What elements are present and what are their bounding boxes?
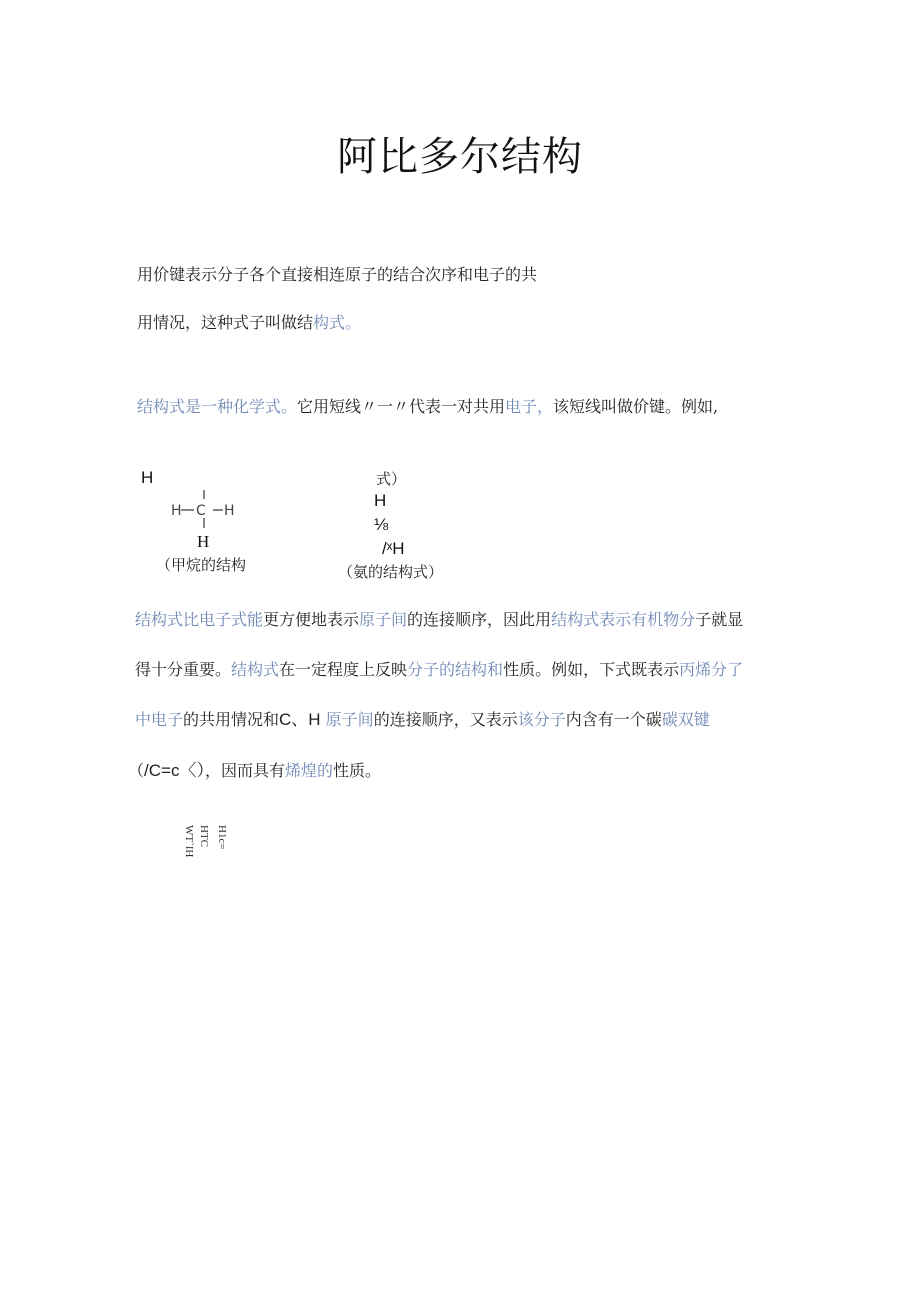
para3-l3-s3[interactable]: 原子间 xyxy=(320,710,374,729)
para3-l1-s2[interactable]: 原子间 xyxy=(359,610,408,629)
propene-figure-col2: HTC xyxy=(198,825,210,847)
para3-l3-s6: 内含有一个碳 xyxy=(565,710,662,729)
para2-line xyxy=(137,397,718,417)
structure-formula-def-link[interactable]: 结构式是一种化学式。 xyxy=(137,397,298,416)
propene-figure-col1: H1c= xyxy=(216,825,228,850)
para3-l3-s2: C、H xyxy=(279,710,321,729)
para3-line2 xyxy=(135,660,743,680)
structure-formula-link[interactable]: 构式。 xyxy=(313,313,362,332)
para3-l3-s7[interactable]: 碳双键 xyxy=(661,710,710,729)
methane-bottom-h: H xyxy=(197,532,210,551)
para3-l1-s5: 子就显 xyxy=(695,610,744,629)
para3-l4-s0: （ xyxy=(128,761,145,780)
para3-l3-s5[interactable]: 该分子 xyxy=(517,710,566,729)
para3-l4-s2: ，因而具有 xyxy=(204,761,285,780)
para1-line2-text: 用情况，这种式子叫做结 xyxy=(137,313,314,332)
para3-l1-s0[interactable]: 结构式比电子式能 xyxy=(135,610,264,629)
methane-caption: （甲烷的结构 xyxy=(156,556,247,574)
para3-line4 xyxy=(128,761,381,781)
para2-text2: 该短线叫做价键。例如, xyxy=(553,397,719,416)
para3-line1 xyxy=(135,610,743,630)
ammonia-mid: ⅛ xyxy=(374,515,389,534)
svg-text:C: C xyxy=(196,503,206,519)
para3-l2-s3[interactable]: 分子的结构和 xyxy=(407,660,504,679)
para3-l4-s3[interactable]: 烯煌的 xyxy=(284,761,333,780)
para1-line2 xyxy=(137,313,361,333)
ammonia-h1: H xyxy=(374,491,387,510)
propene-figure-col3: WT`IH xyxy=(183,825,195,858)
para3-l1-s4[interactable]: 结构式表示有机物分 xyxy=(551,610,696,629)
para3-l4-s4: 性质。 xyxy=(332,761,381,780)
para2-text1: 它用短线〃一〃代表一对共用 xyxy=(297,397,506,416)
page-title: 阿比多尔结构 xyxy=(337,134,583,180)
para3-l1-s3: 的连接顺序，因此用 xyxy=(407,610,552,629)
para3-l4-s1: /C=c〈） xyxy=(144,761,205,780)
svg-text:H: H xyxy=(224,503,235,519)
para3-l1-s1: 更方便地表示 xyxy=(263,610,360,629)
svg-text:H: H xyxy=(171,503,182,519)
para3-l3-s1: 的共用情况和 xyxy=(183,710,280,729)
ammonia-bottom: /ˣH xyxy=(382,539,405,558)
ammonia-top-text: 式） xyxy=(376,470,407,488)
para3-l3-s0[interactable]: 中电子 xyxy=(135,710,184,729)
methane-structure-image xyxy=(168,488,240,532)
para3-l2-s1[interactable]: 结构式 xyxy=(231,660,280,679)
para3-l2-s4: 性质。例如，下式既表示 xyxy=(503,660,680,679)
electron-link[interactable]: 电子， xyxy=(505,397,554,416)
para3-l2-s0: 得十分重要。 xyxy=(135,660,232,679)
para3-l3-s4: 的连接顺序，又表示 xyxy=(373,710,518,729)
para3-l2-s2: 在一定程度上反映 xyxy=(279,660,408,679)
para3-l2-s5[interactable]: 丙烯分了 xyxy=(679,660,744,679)
ammonia-caption: （氨的结构式） xyxy=(338,563,444,581)
para1-line1: 用价键表示分子各个直接相连原子的结合次序和电子的共 xyxy=(137,265,538,284)
para3-line3 xyxy=(135,710,710,730)
methane-top-h: H xyxy=(141,468,154,487)
